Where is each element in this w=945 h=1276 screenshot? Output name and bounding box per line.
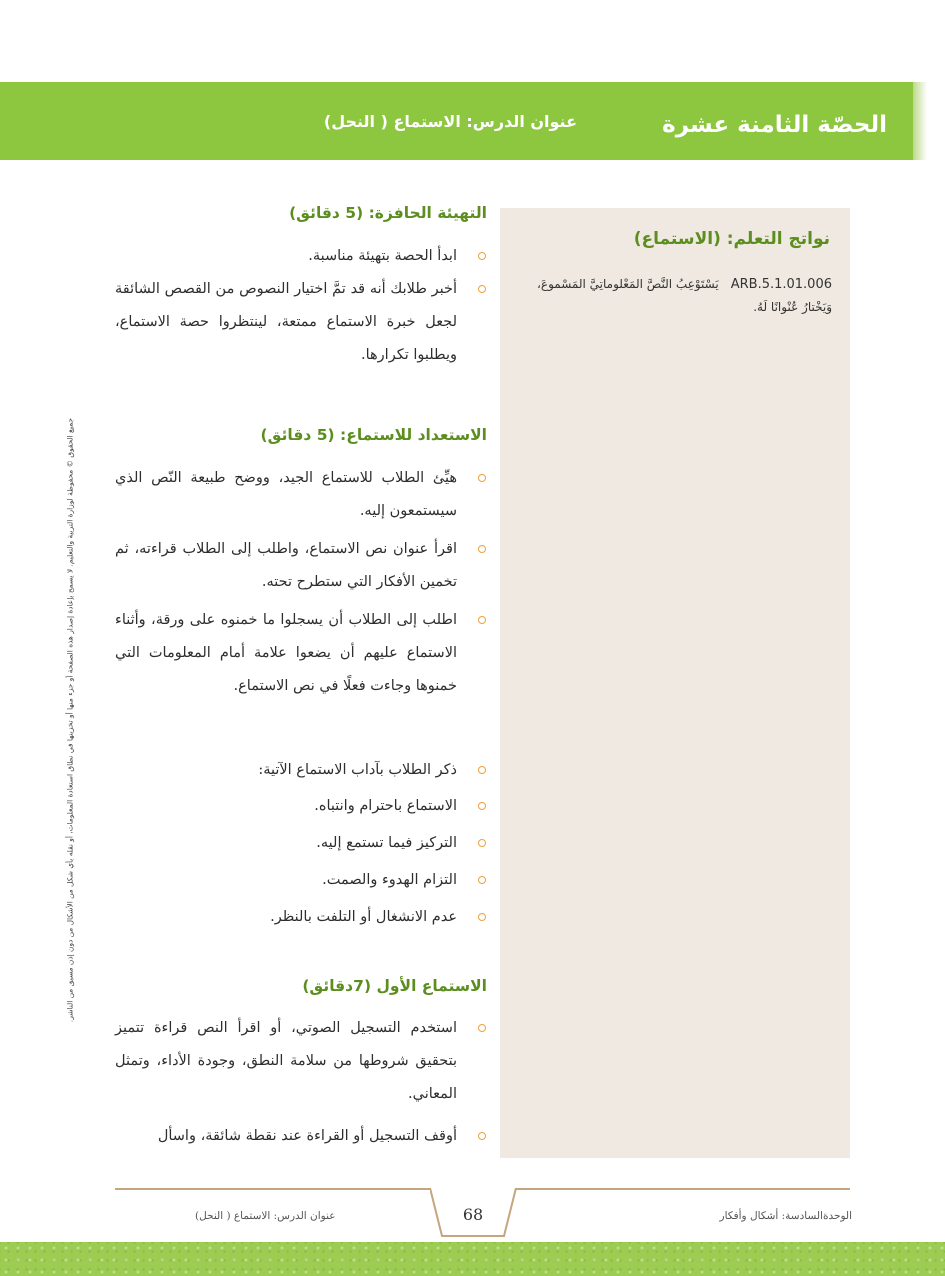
list-item <box>115 240 487 273</box>
learning-outcomes-panel <box>500 208 850 1158</box>
list-item <box>115 790 487 823</box>
section-duration: (7دقائق) <box>302 977 372 995</box>
list-item-text: أخبر طلابك أنه قد تمَّ اختيار النصوص من القصص الشائقة لجعل خبرة الاستماع ممتعة، لينتظروا حصة الاستماع، ويطلبوا تكرارها. <box>115 281 457 363</box>
lesson-title: عنوان الدرس: الاستماع ( النحل) <box>323 112 577 131</box>
list-item-text: اقرأ عنوان نص الاستماع، واطلب إلى الطلاب قراءته، ثم تخمين الأفكار التي ستطرح تحته. <box>115 541 457 590</box>
bullet-icon <box>478 1024 486 1032</box>
footer-lesson-title: عنوان الدرس: الاستماع ( النحل) <box>195 1210 336 1222</box>
list-item-text: ذكر الطلاب بآداب الاستماع الآتية: <box>258 762 457 778</box>
section-heading-first-listening <box>302 977 487 995</box>
list-item <box>115 901 487 934</box>
list-item <box>115 1120 487 1153</box>
list-item <box>115 754 487 787</box>
bullet-icon <box>478 1132 486 1140</box>
bullet-icon <box>478 802 486 810</box>
bullet-icon <box>478 876 486 884</box>
bullet-icon <box>478 766 486 774</box>
copyright-side-note <box>65 417 75 1023</box>
list-item-text: استخدم التسجيل الصوتي، أو اقرأ النص قراءة تتميز بتحقيق شروطها من سلامة النطق، وجودة الأداء، وتمثل المعاني. <box>115 1020 457 1102</box>
list-item-text: التزام الهدوء والصمت. <box>322 872 457 888</box>
bullet-icon <box>478 545 486 553</box>
section-title: الاستماع الأول <box>376 977 487 995</box>
list-item-text: اطلب إلى الطلاب أن يسجلوا ما خمنوه على ورقة، وأثناء الاستماع عليهم أن يضعوا علامة أمام المعلومات التي خمنوها وجاءت فعلًا في نص الاستماع. <box>115 612 457 694</box>
section-heading-prelistening <box>261 426 487 444</box>
list-item <box>115 604 487 703</box>
list-item-text: ابدأ الحصة بتهيئة مناسبة. <box>308 248 457 264</box>
bullet-icon <box>478 474 486 482</box>
list-item-text: عدم الانشغال أو التلفت بالنظر. <box>270 909 457 925</box>
decorative-bottom-band <box>0 1242 945 1276</box>
list-item <box>115 864 487 897</box>
section-title: الاستعداد للاستماع: <box>340 426 487 444</box>
lesson-number-title: الحصّة الثامنة عشرة <box>662 112 887 138</box>
page-number: 68 <box>462 1205 484 1224</box>
bullet-icon <box>478 839 486 847</box>
bullet-icon <box>478 616 486 624</box>
section-duration: (5 دقائق) <box>260 426 335 444</box>
list-item-text: أوقف التسجيل أو القراءة عند نقطة شائقة، واسأل <box>157 1128 457 1144</box>
outcome-text: يَسْتَوْعِبُ النَّصَّ المَعْلوماتِيَّ المَسْموعَ، وَيَخْتارُ عُنْوانًا لَهُ. <box>537 277 832 314</box>
list-item <box>115 462 487 528</box>
header-shadow <box>913 82 927 160</box>
outcome-code: ARB.5.1.01.006 <box>730 277 832 292</box>
list-item <box>115 827 487 860</box>
copyright-text: جميع الحقوق © محفوظة لوزارة التربية والتعليم. لا يسمح بإعادة إصدار هذه الصفحة أو جزء منها أو تخزينها في نطاق استعادة المعلومات، أو نقله بأي شكل من الأشكال من دون إذن مسبق من الناشر. <box>65 417 75 1023</box>
outcomes-heading: نواتج التعلم: (الاستماع) <box>633 229 830 249</box>
list-item-text: الاستماع باحترام وانتباه. <box>314 798 457 814</box>
footer-unit-title: الوحدةالسادسة: أشكال وأفكار <box>719 1210 852 1222</box>
list-item-text: التركيز فيما تستمع إليه. <box>316 835 457 851</box>
outcome-item <box>514 273 832 318</box>
list-item <box>115 273 487 372</box>
section-title: التهيئة الحافزة: <box>368 204 487 222</box>
bullet-icon <box>478 913 486 921</box>
list-item <box>115 533 487 599</box>
bullet-icon <box>478 285 486 293</box>
list-item-text: هيِّئ الطلاب للاستماع الجيد، ووضح طبيعة النّص الذي سيستمعون إليه. <box>115 470 457 519</box>
section-heading-warmup <box>289 204 487 222</box>
bullet-icon <box>478 252 486 260</box>
section-duration: (5 دقائق) <box>289 204 364 222</box>
list-item <box>115 1012 487 1111</box>
